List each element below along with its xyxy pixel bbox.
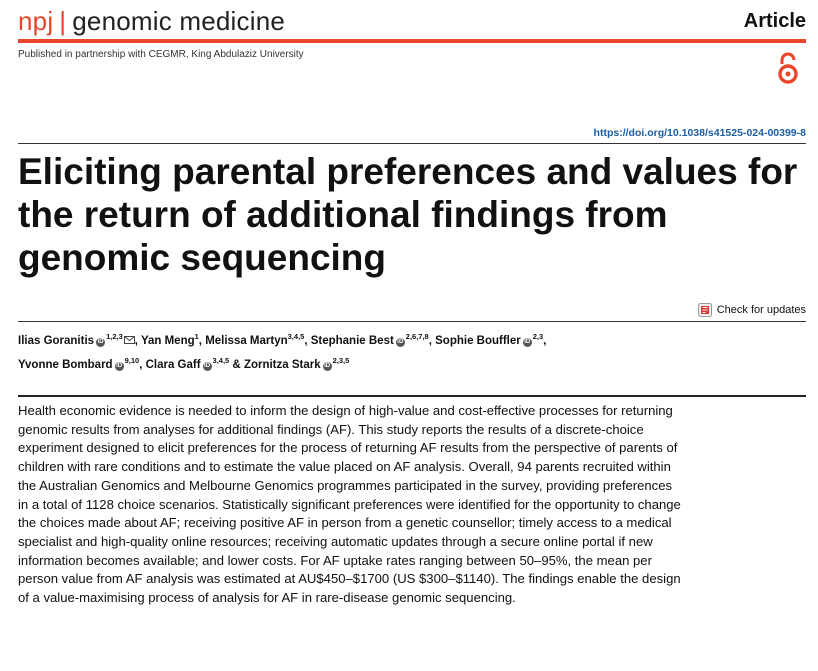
abstract: Health economic evidence is needed to inform the design of high-value and cost-effective processes for returning genomic results from analyses for additional findings (AF). This study reports the results of a discrete-choice experiment designed to elicit preferences for the process of returning AF results from the perspective of parents of children with rare conditions and to estimate the value placed on AF analysis. Overall, 94 parents recruited within the Australian Genomics and Melbourne Genomics programmes participated in the survey, providing preferences in a total of 1128 choice scenarios. Statistically significant preferences were identified for the opportunity to change the choices made about AF; receiving positive AF in person from a genetic counsellor; timely access to a medical specialist and high-quality online resources; receiving automatic updates through a secure online portal if new information becomes available; and lower costs. For AF uptake rates ranging between 50–95%, the mean per person value from AF analysis was estimated at AU$450–$1700 (US $300–$1140). The findings enable the design of a value-maximising process of analysis for AF in rare-disease genomic sequencing. — [18, 403, 681, 606]
author-affiliation: 9,10 — [124, 355, 140, 365]
author-affiliation: 2,6,7,8 — [405, 332, 429, 341]
header-accent-bar — [18, 39, 806, 43]
author-separator: , — [304, 334, 311, 347]
author-affiliation: 2,3,5 — [332, 355, 350, 365]
partnership-line: Published in partnership with CEGMR, King Abdulaziz University — [18, 49, 304, 60]
article-type-label: Article — [743, 10, 806, 32]
open-access-icon — [776, 52, 800, 86]
author-name[interactable]: Yvonne Bombard — [18, 358, 113, 371]
orcid-icon[interactable]: iD — [397, 338, 404, 345]
journal-title: genomic medicine — [72, 6, 286, 36]
orcid-icon[interactable]: iD — [116, 362, 123, 369]
author-separator: , — [134, 334, 141, 347]
check-updates-icon — [698, 303, 712, 317]
author-affiliation: 1,2,3 — [106, 332, 123, 341]
author-name[interactable]: Melissa Martyn — [205, 334, 288, 347]
author-name[interactable]: Clara Gaff — [145, 358, 201, 371]
journal-separator: | — [59, 6, 67, 36]
author-separator: , — [428, 334, 436, 347]
author-name[interactable]: Sophie Bouffler — [435, 334, 521, 347]
article-title: Eliciting parental preferences and values for the return of additional findings from genomic sequencing — [18, 151, 798, 278]
author-name[interactable]: Yan Meng — [140, 334, 195, 347]
divider — [18, 395, 806, 397]
author-separator: & — [229, 358, 244, 371]
orcid-icon[interactable]: iD — [204, 362, 211, 369]
author-name[interactable]: Ilias Goranitis — [18, 334, 95, 347]
orcid-icon[interactable]: iD — [524, 338, 531, 345]
journal-name — [18, 6, 285, 37]
author-list — [18, 327, 738, 375]
author-affiliation: 3,4,5 — [287, 332, 305, 341]
check-for-updates-button[interactable] — [698, 303, 806, 317]
orcid-icon[interactable]: iD — [324, 362, 331, 369]
author-separator: , — [139, 358, 146, 371]
orcid-icon[interactable]: iD — [97, 338, 104, 345]
author-name[interactable]: Stephanie Best — [310, 334, 394, 347]
divider — [18, 321, 806, 322]
doi-link[interactable]: https://doi.org/10.1038/s41525-024-00399-8 — [593, 127, 806, 139]
author-affiliation: 2,3 — [532, 332, 544, 341]
author-affiliation: 1 — [194, 332, 199, 341]
author-name[interactable]: Zornitza Stark — [243, 358, 321, 371]
author-separator: , — [543, 334, 547, 347]
journal-prefix: npj — [18, 6, 54, 36]
author-affiliation: 3,4,5 — [212, 355, 230, 365]
divider — [18, 143, 806, 144]
author-separator: , — [198, 334, 206, 347]
email-icon[interactable] — [124, 336, 135, 344]
check-updates-label: Check for updates — [716, 304, 806, 316]
